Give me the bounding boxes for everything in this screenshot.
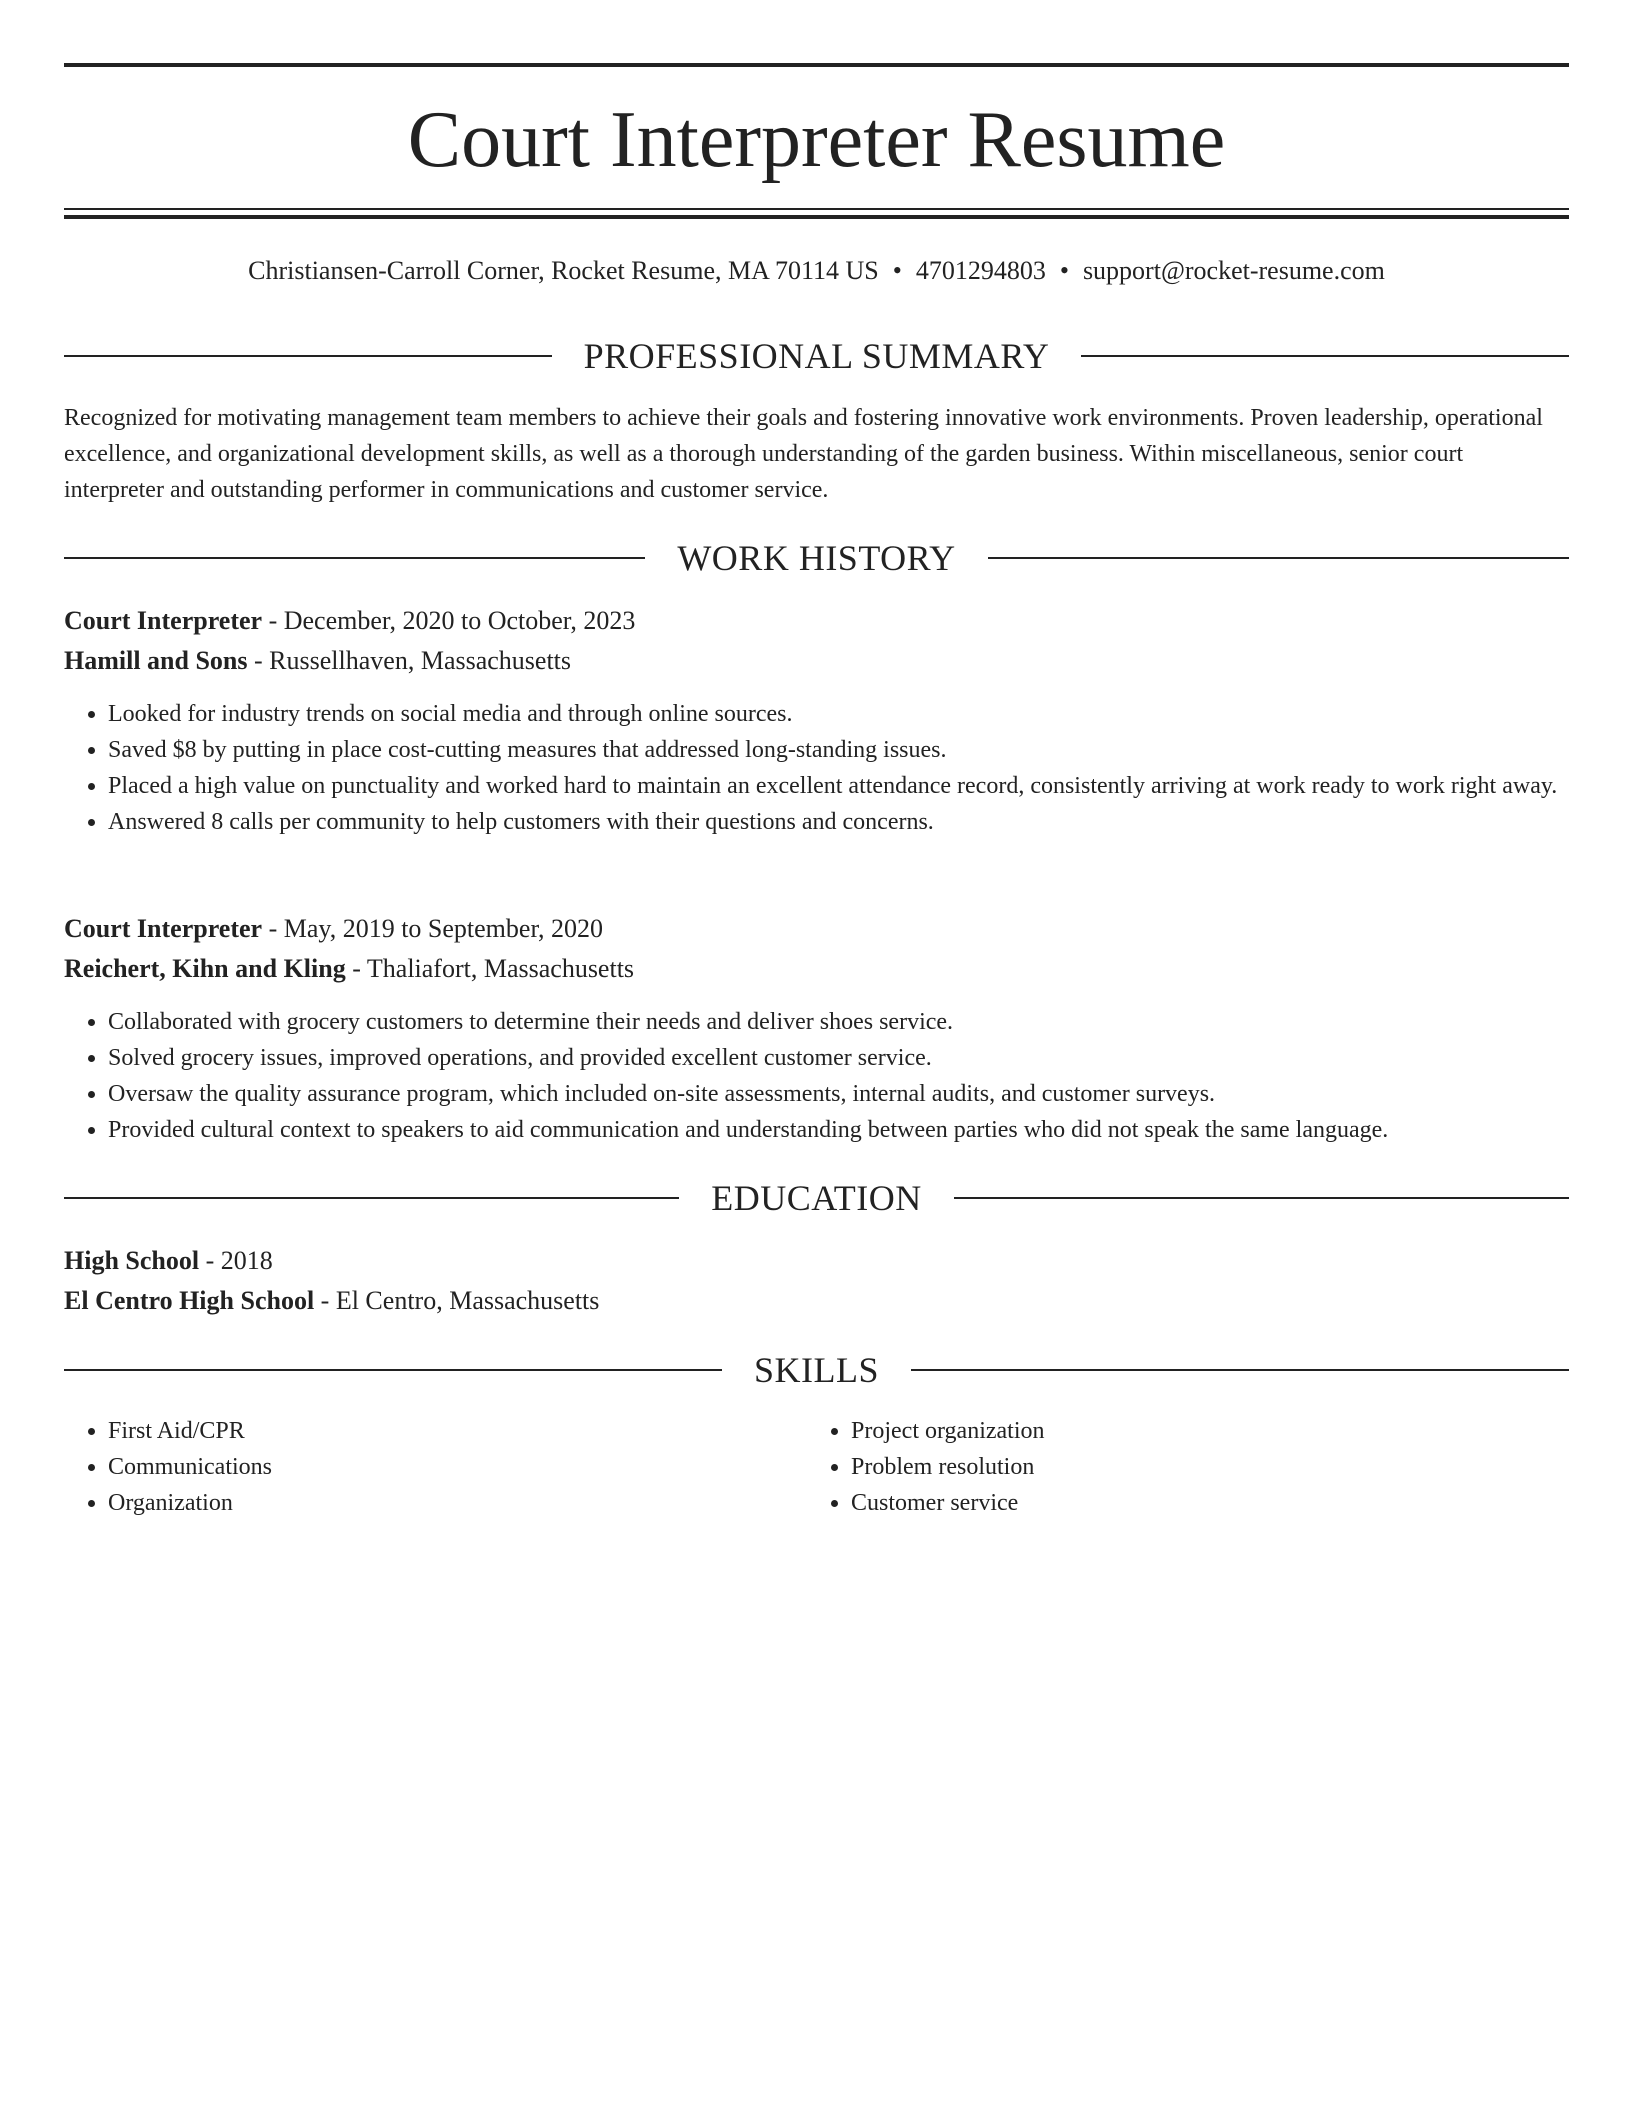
title-rule-thick xyxy=(64,215,1569,219)
heading-rule-right xyxy=(954,1197,1569,1199)
summary-text: Recognized for motivating management team members to achieve their goals and fostering innovative work environments. Proven leadership, operational excellence, and organizational development skills, as well as a thorough understanding of the garden business. Within miscellaneous, senior court interpreter and outstanding performer in communications and customer service. xyxy=(64,405,1543,503)
job-location: - Russellhaven, Massachusetts xyxy=(247,646,572,675)
skills-column-left xyxy=(64,1413,764,1521)
job-company: Reichert, Kihn and Kling xyxy=(64,954,346,983)
section-heading-education xyxy=(64,1175,1569,1221)
job-bullets xyxy=(64,1004,1569,1148)
education-location: - El Centro, Massachusetts xyxy=(314,1286,600,1315)
skill-item: • Customer service xyxy=(851,1485,1507,1521)
top-rule xyxy=(64,63,1569,67)
section-title-work: WORK HISTORY xyxy=(677,538,956,578)
section-title-skills: SKILLS xyxy=(754,1350,880,1390)
section-heading-skills xyxy=(64,1347,1569,1393)
section-title-summary: PROFESSIONAL SUMMARY xyxy=(583,336,1050,376)
section-heading-summary xyxy=(64,333,1569,379)
heading-rule-right xyxy=(988,557,1569,559)
skill-item: • Problem resolution xyxy=(851,1449,1507,1485)
contact-address: Christiansen-Carroll Corner, Rocket Resume, MA 70114 US xyxy=(248,256,879,285)
heading-rule-right xyxy=(1081,355,1569,357)
skill-item: • Organization xyxy=(108,1485,764,1521)
list-item: • Placed a high value on punctuality and worked hard to maintain an excellent attendance record, consistently arriving at work ready to work right away. xyxy=(108,768,1569,804)
section-title-education: EDUCATION xyxy=(711,1178,922,1218)
heading-rule-left xyxy=(64,1369,722,1371)
section-heading-work xyxy=(64,535,1569,581)
education-school: El Centro High School xyxy=(64,1286,315,1315)
heading-rule-left xyxy=(64,1197,679,1199)
education-degree: High School xyxy=(64,1246,200,1275)
skill-item: • Project organization xyxy=(851,1413,1507,1449)
list-item: • Oversaw the quality assurance program, which included on-site assessments, internal audits, and customer surveys. xyxy=(108,1076,1569,1112)
contact-email: support@rocket-resume.com xyxy=(1082,256,1385,285)
list-item: • Saved $8 by putting in place cost-cutting measures that addressed long-standing issues. xyxy=(108,732,1569,768)
title-rule-thin xyxy=(64,208,1569,210)
job-dates: - December, 2020 to October, 2023 xyxy=(262,606,636,635)
contact-line xyxy=(64,253,1569,289)
list-item: • Answered 8 calls per community to help customers with their questions and concerns. xyxy=(108,804,1569,840)
education-year: - 2018 xyxy=(199,1246,273,1275)
contact-phone: 4701294803 xyxy=(915,256,1046,285)
skill-item: • First Aid/CPR xyxy=(108,1413,764,1449)
job-title-line xyxy=(64,601,1569,641)
list-item: • Solved grocery issues, improved operations, and provided excellent customer service. xyxy=(108,1040,1569,1076)
skills-list-right xyxy=(807,1413,1507,1521)
list-item: • Collaborated with grocery customers to determine their needs and deliver shoes service. xyxy=(108,1004,1569,1040)
education-school-line xyxy=(64,1281,1569,1321)
job-title-line xyxy=(64,909,1569,949)
page-title: Court Interpreter Resume xyxy=(407,96,1226,184)
education-degree-line xyxy=(64,1241,1569,1281)
job-dates: - May, 2019 to September, 2020 xyxy=(262,914,604,943)
skill-item: • Communications xyxy=(108,1449,764,1485)
skills-column-right xyxy=(807,1413,1507,1521)
list-item: • Looked for industry trends on social media and through online sources. xyxy=(108,696,1569,732)
job-company: Hamill and Sons xyxy=(64,646,248,675)
job-bullets xyxy=(64,696,1569,840)
heading-rule-left xyxy=(64,557,645,559)
heading-rule-left xyxy=(64,355,552,357)
job-company-line xyxy=(64,641,1569,681)
job-location: - Thaliafort, Massachusetts xyxy=(345,954,635,983)
job-title: Court Interpreter xyxy=(64,606,263,635)
job-company-line xyxy=(64,949,1569,989)
list-item: • Provided cultural context to speakers to aid communication and understanding between parties who did not speak the same language. xyxy=(108,1112,1569,1148)
contact-separator: • xyxy=(892,256,902,285)
job-title: Court Interpreter xyxy=(64,914,263,943)
skills-list-left xyxy=(64,1413,764,1521)
contact-separator: • xyxy=(1059,256,1069,285)
heading-rule-right xyxy=(911,1369,1569,1371)
